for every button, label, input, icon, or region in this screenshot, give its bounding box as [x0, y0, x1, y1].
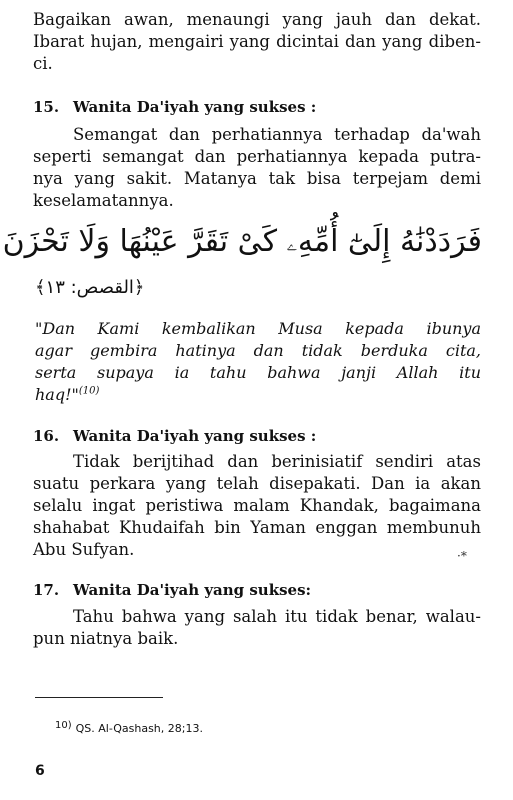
- arabic-verse-reference: ﴿القصص: ١٣﴾: [35, 277, 145, 298]
- arabic-verse: فَرَدَدْنَٰهُ إِلَىٰٓ أُمِّهِۦ كَىْ تَقَرَّ عَيْنُهَا وَلَا تَحْزَنَ: [2, 224, 482, 259]
- section-16-paragraph: [33, 451, 481, 561]
- paragraph-line: suatu perkara yang telah disepakati. Dan ia akan: [33, 474, 481, 493]
- section-title: Wanita Da'iyah yang sukses :: [73, 427, 317, 445]
- paragraph-line: keselamatannya.: [33, 191, 174, 210]
- section-number: 15.: [33, 98, 60, 116]
- footnote-text: QS. Al-Qashash, 28;13.: [75, 722, 203, 735]
- section-number: 16.: [33, 427, 60, 445]
- page-number: 6: [35, 763, 45, 779]
- paragraph-line: Tahu bahwa yang salah itu tidak benar, walau-: [73, 607, 481, 626]
- footnote: [55, 708, 203, 737]
- section-title: Wanita Da'iyah yang sukses :: [73, 98, 317, 116]
- paragraph-line: selalu ingat peristiwa malam Khandak, bagaimana: [33, 496, 481, 515]
- translation-text: haq!": [35, 385, 79, 404]
- paragraph-line: shahabat Khudaifah bin Yaman enggan membunuh: [33, 518, 481, 537]
- section-17-paragraph: [33, 606, 481, 650]
- translation-line: "Dan Kami kembalikan Musa kepada ibunya: [35, 319, 481, 338]
- translation-line: serta supaya ia tahu bahwa janji Allah itu: [35, 363, 481, 382]
- intro-line: Bagaikan awan, menaungi yang jauh dan dekat.: [33, 10, 481, 29]
- section-heading-16: [33, 426, 316, 446]
- intro-paragraph: [33, 9, 481, 75]
- translation-line: agar gembira hatinya dan tidak berduka cita,: [35, 341, 481, 360]
- section-title: Wanita Da'iyah yang sukses:: [73, 581, 312, 599]
- footnote-divider: [35, 697, 163, 698]
- paragraph-line: seperti semangat dan perhatiannya kepada putra-: [33, 147, 481, 166]
- print-speck: ·*: [457, 549, 467, 563]
- footnote-number: 10): [55, 720, 72, 731]
- verse-translation: [35, 318, 481, 406]
- paragraph-line: Semangat dan perhatiannya terhadap da'wah: [73, 125, 481, 144]
- paragraph-line: Tidak berijtihad dan berinisiatif sendiri atas: [73, 452, 481, 471]
- intro-line: Ibarat hujan, mengairi yang dicintai dan yang diben-: [33, 32, 481, 51]
- translation-line: [35, 384, 481, 406]
- paragraph-line: Abu Sufyan.: [33, 540, 135, 559]
- paragraph-line: nya yang sakit. Matanya tak bisa terpejam demi: [33, 169, 481, 188]
- section-number: 17.: [33, 581, 60, 599]
- section-heading-17: [33, 580, 311, 600]
- intro-line: ci.: [33, 54, 53, 73]
- section-heading-15: [33, 97, 316, 117]
- section-15-paragraph: [33, 124, 481, 212]
- footnote-marker: (10): [78, 385, 100, 397]
- paragraph-line: pun niatnya baik.: [33, 629, 179, 648]
